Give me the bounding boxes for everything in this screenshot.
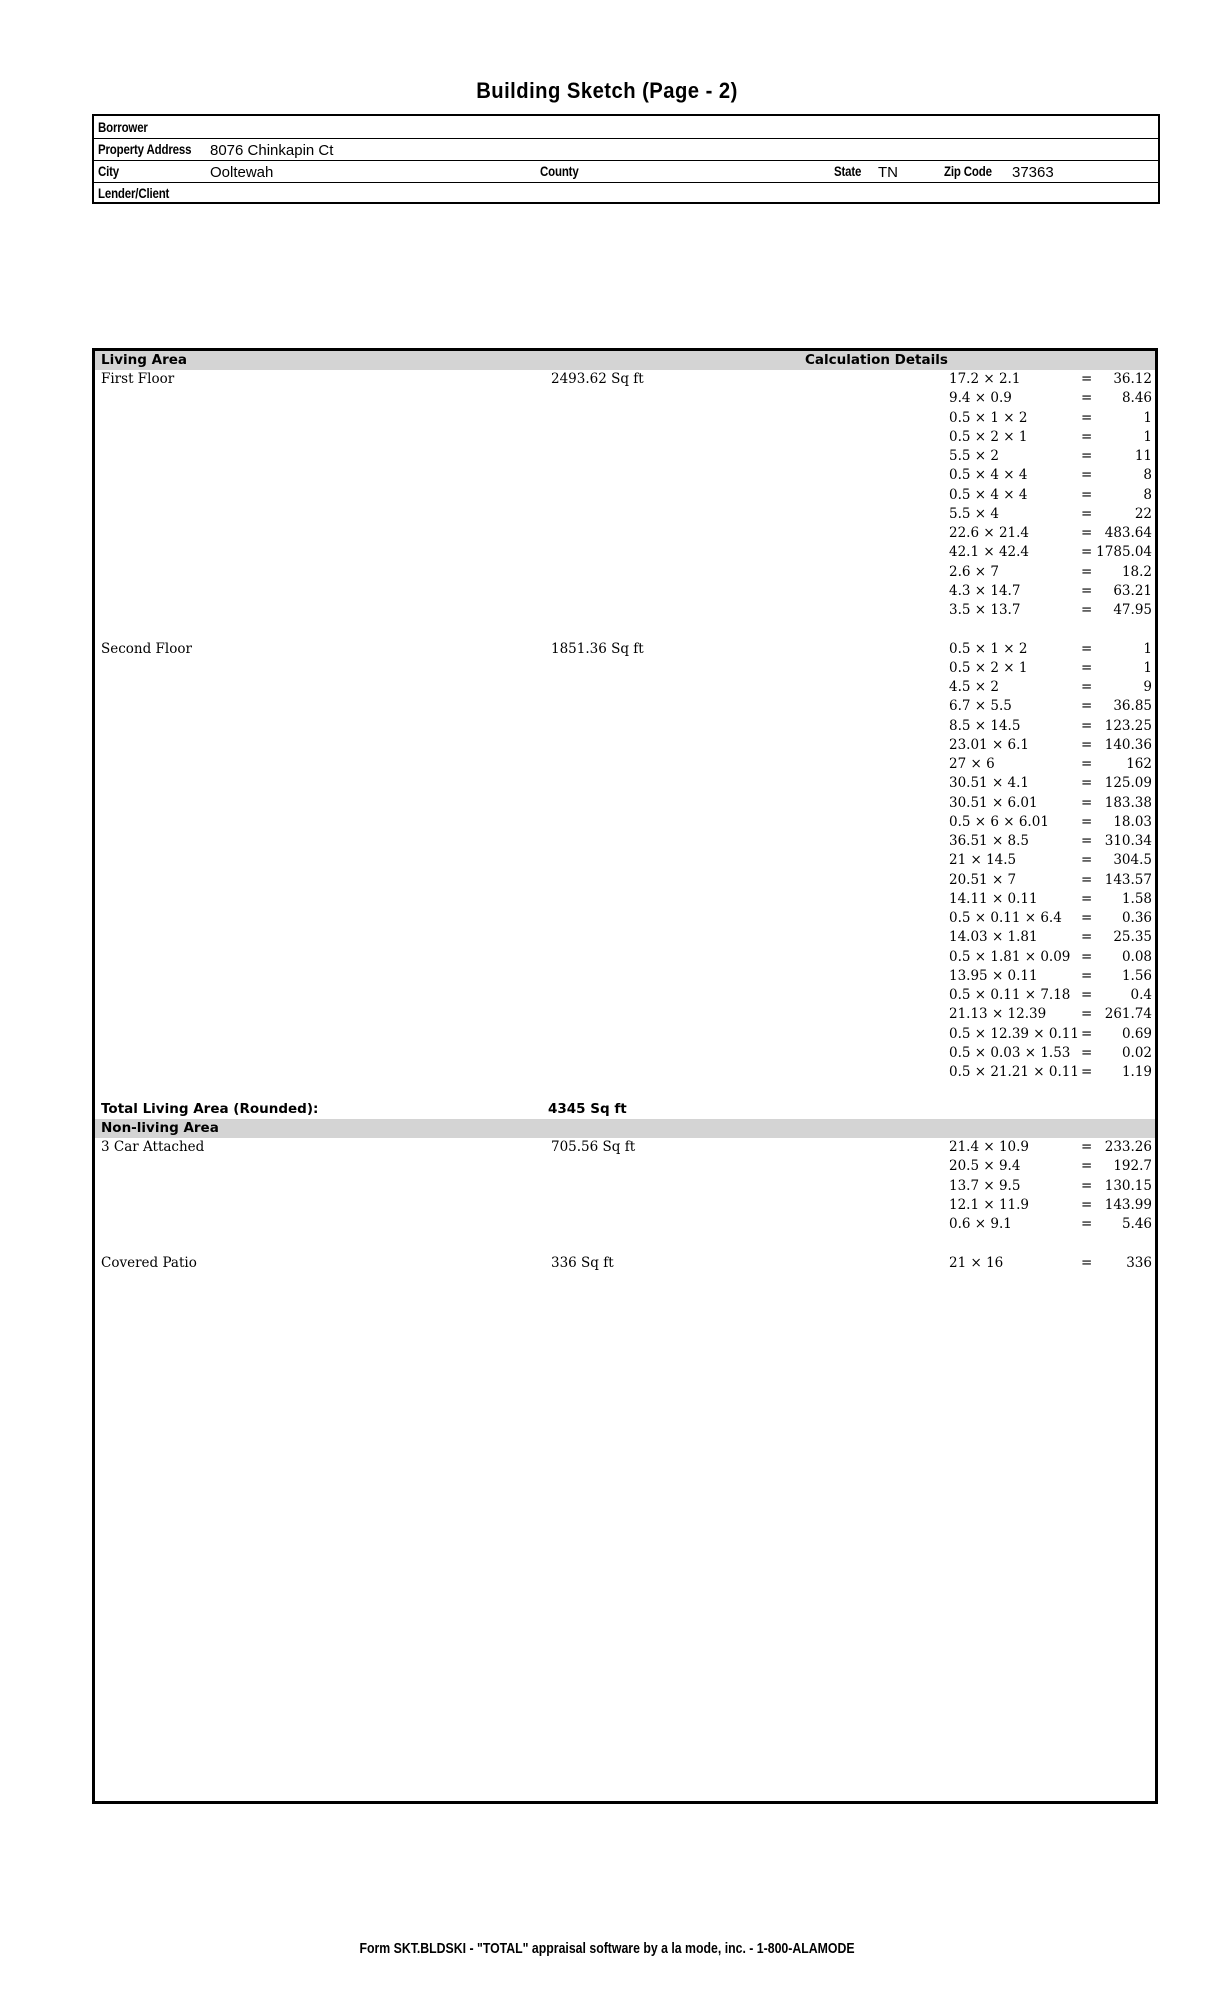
lender-row xyxy=(94,182,1158,204)
calc-expression: 0.5 × 1 × 2 xyxy=(949,640,1028,657)
calc-expression: 0.5 × 4 × 4 xyxy=(949,467,1028,484)
calc-equals: = xyxy=(1081,1064,1093,1080)
calc-expression: 21.13 × 12.39 xyxy=(949,1006,1047,1023)
calc-equals: = xyxy=(1081,890,1093,907)
calc-result: 261.74 xyxy=(1104,1006,1152,1023)
calc-result: 18.03 xyxy=(1113,813,1152,830)
calc-result: 1.19 xyxy=(1121,1064,1152,1080)
living_areas-area: 1851.36 Sq ft xyxy=(551,640,644,657)
calc-equals: = xyxy=(1081,987,1093,1003)
calc-result: 123.25 xyxy=(1104,717,1152,734)
property-address-label: Property Address xyxy=(98,141,192,157)
calculation-details-heading: Calculation Details xyxy=(805,352,948,368)
calc-result: 143.99 xyxy=(1104,1196,1152,1213)
calc-equals: = xyxy=(1081,1254,1093,1271)
calc-expression: 23.01 × 6.1 xyxy=(949,736,1030,753)
property-address-value: 8076 Chinkapin Ct xyxy=(210,142,334,159)
calc-expression: 30.51 × 6.01 xyxy=(949,794,1038,811)
calc-equals: = xyxy=(1081,1216,1093,1232)
lender-client-label: Lender/Client xyxy=(98,185,170,201)
calc-result: 304.5 xyxy=(1113,852,1152,869)
calc-result: 1.56 xyxy=(1121,967,1152,984)
calc-result: 0.4 xyxy=(1130,987,1152,1003)
calc-equals: = xyxy=(1081,929,1093,946)
calc-expression: 0.5 × 0.11 × 7.18 xyxy=(949,987,1071,1003)
property-address-row xyxy=(94,138,1158,161)
calc-equals: = xyxy=(1081,736,1093,753)
non_living_areas-area: 336 Sq ft xyxy=(551,1254,614,1271)
calc-expression: 0.5 × 6 × 6.01 xyxy=(949,813,1049,830)
calc-equals: = xyxy=(1081,428,1093,445)
calc-expression: 12.1 × 11.9 xyxy=(949,1196,1030,1213)
calc-result: 0.02 xyxy=(1121,1044,1152,1061)
calc-equals: = xyxy=(1081,505,1093,522)
calc-equals: = xyxy=(1081,1139,1093,1155)
calc-equals: = xyxy=(1081,833,1093,849)
calc-expression: 27 × 6 xyxy=(949,756,995,772)
calc-result: 1 xyxy=(1143,659,1152,676)
calc-result: 0.08 xyxy=(1121,948,1152,965)
calc-result: 192.7 xyxy=(1113,1158,1152,1175)
calc-equals: = xyxy=(1081,775,1093,792)
calc-result: 47.95 xyxy=(1113,602,1152,618)
calc-expression: 20.51 × 7 xyxy=(949,871,1017,888)
calc-result: 1 xyxy=(1143,409,1152,426)
non-living-area-band xyxy=(95,1119,1155,1138)
calc-equals: = xyxy=(1081,756,1093,772)
calc-expression: 5.5 × 4 xyxy=(949,505,999,522)
calc-result: 9 xyxy=(1143,679,1152,695)
calc-expression: 4.5 × 2 xyxy=(949,679,999,695)
calc-result: 336 xyxy=(1126,1254,1152,1271)
calc-expression: 5.5 × 2 xyxy=(949,448,999,464)
calc-result: 125.09 xyxy=(1104,775,1152,792)
calc-expression: 20.5 × 9.4 xyxy=(949,1158,1021,1175)
calc-expression: 0.5 × 1.81 × 0.09 xyxy=(949,948,1071,965)
borrower-label: Borrower xyxy=(98,119,148,135)
calc-result: 8 xyxy=(1143,486,1152,503)
calc-result: 1 xyxy=(1143,428,1152,445)
header-info-table xyxy=(92,114,1160,204)
calc-expression: 0.5 × 2 × 1 xyxy=(949,428,1028,445)
calc-expression: 3.5 × 13.7 xyxy=(949,602,1021,618)
calc-expression: 17.2 × 2.1 xyxy=(949,371,1021,387)
county-label: County xyxy=(540,163,579,179)
calc-result: 1 xyxy=(1143,640,1152,657)
non-living-area-heading: Non-living Area xyxy=(101,1119,219,1136)
calc-expression: 0.5 × 21.21 × 0.11 xyxy=(949,1064,1079,1080)
living_areas-name: Second Floor xyxy=(101,640,192,657)
calc-equals: = xyxy=(1081,563,1093,580)
calc-result: 183.38 xyxy=(1104,794,1152,811)
calc-expression: 21.4 × 10.9 xyxy=(949,1139,1030,1155)
calc-expression: 4.3 × 14.7 xyxy=(949,582,1021,599)
calc-equals: = xyxy=(1081,717,1093,734)
calc-equals: = xyxy=(1081,390,1093,407)
calc-expression: 13.95 × 0.11 xyxy=(949,967,1038,984)
calc-equals: = xyxy=(1081,1006,1093,1023)
calc-result: 11 xyxy=(1134,448,1152,464)
calc-result: 233.26 xyxy=(1104,1139,1152,1155)
calc-result: 36.85 xyxy=(1113,698,1152,715)
calc-expression: 0.5 × 0.11 × 6.4 xyxy=(949,910,1062,926)
calc-result: 143.57 xyxy=(1104,871,1152,888)
borrower-row xyxy=(94,116,1158,139)
calc-equals: = xyxy=(1081,525,1093,541)
zip-code-value: 37363 xyxy=(1012,164,1054,181)
calc-equals: = xyxy=(1081,698,1093,715)
calc-result: 162 xyxy=(1126,756,1152,772)
calc-equals: = xyxy=(1081,794,1093,811)
calc-result: 8.46 xyxy=(1121,390,1152,407)
calc-result: 63.21 xyxy=(1113,582,1152,599)
calc-result: 483.64 xyxy=(1104,525,1152,541)
living_areas-name: First Floor xyxy=(101,371,175,387)
calc-result: 25.35 xyxy=(1113,929,1152,946)
city-value: Ooltewah xyxy=(210,164,274,181)
calc-equals: = xyxy=(1081,1177,1093,1194)
city-label: City xyxy=(98,163,120,179)
calc-expression: 42.1 × 42.4 xyxy=(949,544,1030,561)
calc-equals: = xyxy=(1081,640,1093,657)
calc-expression: 8.5 × 14.5 xyxy=(949,717,1021,734)
calc-expression: 0.5 × 4 × 4 xyxy=(949,486,1028,503)
calc-result: 1785.04 xyxy=(1096,544,1152,561)
calc-result: 18.2 xyxy=(1121,563,1152,580)
calc-equals: = xyxy=(1081,602,1093,618)
calc-expression: 30.51 × 4.1 xyxy=(949,775,1030,792)
calc-equals: = xyxy=(1081,1025,1093,1042)
calc-expression: 36.51 × 8.5 xyxy=(949,833,1030,849)
calc-expression: 13.7 × 9.5 xyxy=(949,1177,1021,1194)
calc-equals: = xyxy=(1081,967,1093,984)
non_living_areas-name: Covered Patio xyxy=(101,1254,197,1271)
calc-equals: = xyxy=(1081,910,1093,926)
calc-equals: = xyxy=(1081,544,1093,561)
area-calculations-table xyxy=(92,348,1158,1804)
state-label: State xyxy=(834,163,862,179)
calc-expression: 14.03 × 1.81 xyxy=(949,929,1038,946)
calc-equals: = xyxy=(1081,486,1093,503)
calc-equals: = xyxy=(1081,852,1093,869)
calc-expression: 9.4 × 0.9 xyxy=(949,390,1012,407)
calc-expression: 0.5 × 1 × 2 xyxy=(949,409,1028,426)
living-area-heading: Living Area xyxy=(101,352,188,368)
total-living-area-label: Total Living Area (Rounded): xyxy=(101,1100,319,1117)
calc-expression: 0.6 × 9.1 xyxy=(949,1216,1012,1232)
state-value: TN xyxy=(878,164,898,181)
calc-equals: = xyxy=(1081,448,1093,464)
calc-result: 1.58 xyxy=(1121,890,1152,907)
calc-expression: 22.6 × 21.4 xyxy=(949,525,1030,541)
calc-expression: 6.7 × 5.5 xyxy=(949,698,1012,715)
calc-expression: 14.11 × 0.11 xyxy=(949,890,1038,907)
non_living_areas-name: 3 Car Attached xyxy=(101,1139,205,1155)
calc-equals: = xyxy=(1081,871,1093,888)
calc-equals: = xyxy=(1081,659,1093,676)
calc-equals: = xyxy=(1081,371,1093,387)
living-area-band xyxy=(95,351,1155,370)
calc-result: 0.36 xyxy=(1121,910,1152,926)
calc-result: 0.69 xyxy=(1121,1025,1152,1042)
calc-result: 310.34 xyxy=(1104,833,1152,849)
calc-expression: 0.5 × 12.39 × 0.11 xyxy=(949,1025,1079,1042)
calc-equals: = xyxy=(1081,467,1093,484)
calc-result: 5.46 xyxy=(1121,1216,1152,1232)
calc-result: 140.36 xyxy=(1104,736,1152,753)
calc-expression: 21 × 16 xyxy=(949,1254,1004,1271)
calc-equals: = xyxy=(1081,813,1093,830)
calc-expression: 21 × 14.5 xyxy=(949,852,1017,869)
total-living-area-value: 4345 Sq ft xyxy=(548,1100,627,1117)
calc-equals: = xyxy=(1081,1196,1093,1213)
calc-expression: 2.6 × 7 xyxy=(949,563,999,580)
calc-equals: = xyxy=(1081,1158,1093,1175)
calc-expression: 0.5 × 2 × 1 xyxy=(949,659,1028,676)
living_areas-area: 2493.62 Sq ft xyxy=(551,371,644,387)
city-row xyxy=(94,160,1158,183)
calc-equals: = xyxy=(1081,948,1093,965)
zip-code-label: Zip Code xyxy=(944,163,992,179)
calc-expression: 0.5 × 0.03 × 1.53 xyxy=(949,1044,1071,1061)
calc-result: 22 xyxy=(1134,505,1152,522)
calc-result: 8 xyxy=(1143,467,1152,484)
page-title: Building Sketch (Page - 2) xyxy=(476,78,738,103)
calc-equals: = xyxy=(1081,409,1093,426)
calc-result: 36.12 xyxy=(1113,371,1152,387)
calc-equals: = xyxy=(1081,582,1093,599)
calc-equals: = xyxy=(1081,679,1093,695)
calc-result: 130.15 xyxy=(1104,1177,1152,1194)
form-footer: Form SKT.BLDSKI - "TOTAL" appraisal software by a la mode, inc. - 1-800-ALAMODE xyxy=(359,1940,855,1957)
calc-equals: = xyxy=(1081,1044,1093,1061)
non_living_areas-area: 705.56 Sq ft xyxy=(551,1139,636,1155)
